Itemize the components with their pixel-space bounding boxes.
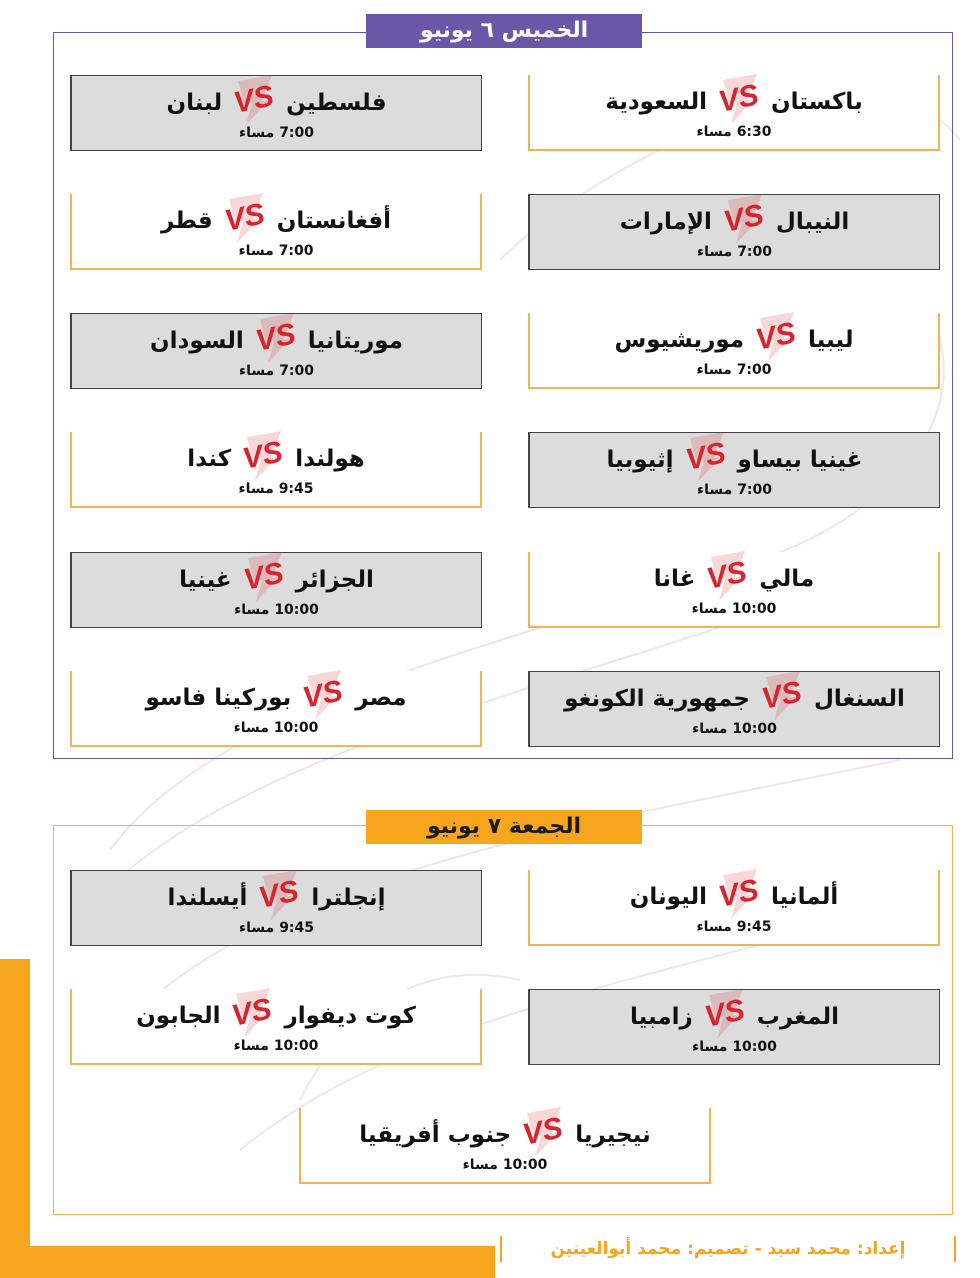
match-time: 7:00 مساء xyxy=(696,362,772,378)
match-card xyxy=(528,75,940,151)
vs-icon xyxy=(717,865,761,921)
team-a: موريتانيا xyxy=(307,328,403,354)
match-time: 7:00 مساء xyxy=(696,482,773,498)
team-a: المغرب xyxy=(756,1004,840,1030)
svg-text:VS: VS xyxy=(222,197,267,238)
team-a: مصر xyxy=(355,685,407,711)
team-a: إنجلترا xyxy=(311,885,386,911)
match-card xyxy=(70,432,482,508)
team-a: كوت ديفوار xyxy=(284,1003,416,1029)
team-a: هولندا xyxy=(295,446,365,472)
match-time: 6:30 مساء xyxy=(696,124,772,140)
team-b: غانا xyxy=(653,566,696,592)
team-b: قطر xyxy=(160,208,213,234)
team-b: بوركينا فاسو xyxy=(145,685,292,711)
team-a: فلسطين xyxy=(286,90,387,116)
vs-icon xyxy=(230,984,274,1040)
team-a: غينيا بيساو xyxy=(737,447,863,473)
svg-text:VS: VS xyxy=(257,874,302,915)
match-card xyxy=(528,870,940,946)
team-b: غينيا xyxy=(179,567,232,593)
match-card xyxy=(70,194,482,270)
team-a: الجزائر xyxy=(295,567,374,593)
svg-text:VS: VS xyxy=(716,873,761,914)
match-time: 7:00 مساء xyxy=(238,363,315,379)
svg-text:VS: VS xyxy=(683,436,728,477)
match-card xyxy=(70,552,482,628)
vs-icon xyxy=(242,548,286,604)
team-b: الإمارات xyxy=(619,209,712,235)
vs-icon xyxy=(705,547,749,603)
svg-text:VS: VS xyxy=(253,317,298,358)
day2-title: الجمعة ٧ يونيو xyxy=(366,810,642,844)
team-b: زامبيا xyxy=(629,1004,693,1030)
match-card xyxy=(70,870,482,946)
team-b: جنوب أفريقيا xyxy=(359,1122,512,1148)
day1-title: الخميس ٦ يونيو xyxy=(366,14,642,48)
bottom-accent-bar xyxy=(0,1246,495,1278)
match-time: 7:00 مساء xyxy=(238,125,315,141)
team-b: جمهورية الكونغو xyxy=(564,686,750,712)
team-a: باكستان xyxy=(771,89,863,115)
match-time: 10:00 مساء xyxy=(233,1038,319,1054)
match-time: 10:00 مساء xyxy=(234,602,319,618)
svg-text:VS: VS xyxy=(232,79,277,120)
team-b: الجابون xyxy=(136,1003,221,1029)
team-a: أفغانستان xyxy=(276,208,392,234)
match-time: 10:00 مساء xyxy=(462,1157,548,1173)
team-a: مالي xyxy=(759,566,815,592)
team-b: اليونان xyxy=(629,884,707,910)
svg-text:VS: VS xyxy=(702,993,747,1034)
match-card xyxy=(528,989,940,1065)
match-card xyxy=(70,75,482,151)
match-card xyxy=(528,313,940,389)
svg-text:VS: VS xyxy=(721,198,766,239)
vs-icon xyxy=(521,1103,565,1159)
vs-icon xyxy=(254,309,298,365)
team-a: ليبيا xyxy=(808,327,854,353)
svg-text:VS: VS xyxy=(241,556,286,597)
team-a: النيبال xyxy=(775,209,850,235)
team-b: موريشيوس xyxy=(614,327,745,353)
team-a: السنغال xyxy=(813,686,905,712)
vs-icon xyxy=(223,189,267,245)
svg-text:VS: VS xyxy=(705,555,750,596)
left-accent-bar xyxy=(0,959,30,1278)
vs-icon xyxy=(684,428,728,484)
vs-icon xyxy=(241,427,285,483)
match-card xyxy=(299,1108,711,1184)
team-b: السودان xyxy=(150,328,244,354)
match-time: 9:45 مساء xyxy=(696,919,772,935)
match-time: 9:45 مساء xyxy=(238,481,314,497)
team-b: إثيوبيا xyxy=(606,447,674,473)
vs-icon xyxy=(703,985,747,1041)
vs-icon xyxy=(232,71,276,127)
match-card xyxy=(70,313,482,389)
match-card xyxy=(528,552,940,628)
match-time: 7:00 مساء xyxy=(696,244,773,260)
match-time: 10:00 مساء xyxy=(691,601,777,617)
vs-icon xyxy=(754,308,798,364)
svg-text:VS: VS xyxy=(230,992,275,1033)
svg-text:VS: VS xyxy=(759,675,804,716)
vs-icon xyxy=(717,70,761,126)
vs-icon xyxy=(760,667,804,723)
team-b: لبنان xyxy=(166,90,223,116)
team-a: نيجيريا xyxy=(575,1122,651,1148)
match-card xyxy=(70,671,482,747)
match-card xyxy=(528,671,940,747)
credits: إعداد: محمد سيد - تصميم: محمد أبوالعينين xyxy=(500,1236,956,1262)
match-time: 7:00 مساء xyxy=(238,243,314,259)
vs-icon xyxy=(722,190,766,246)
match-card xyxy=(528,194,940,270)
svg-text:VS: VS xyxy=(717,78,761,119)
team-b: أيسلندا xyxy=(167,885,248,911)
match-card xyxy=(528,432,940,508)
match-time: 10:00 مساء xyxy=(692,721,777,737)
vs-icon xyxy=(301,666,345,722)
svg-text:VS: VS xyxy=(301,674,346,715)
match-card xyxy=(70,989,482,1065)
svg-text:VS: VS xyxy=(754,316,799,357)
match-time: 10:00 مساء xyxy=(233,720,319,736)
team-b: السعودية xyxy=(605,89,707,115)
team-a: ألمانيا xyxy=(770,884,839,910)
match-time: 10:00 مساء xyxy=(692,1039,777,1055)
vs-icon xyxy=(257,866,301,922)
svg-text:VS: VS xyxy=(521,1111,566,1152)
svg-text:VS: VS xyxy=(241,435,286,476)
team-b: كندا xyxy=(187,446,232,472)
match-time: 9:45 مساء xyxy=(238,920,315,936)
